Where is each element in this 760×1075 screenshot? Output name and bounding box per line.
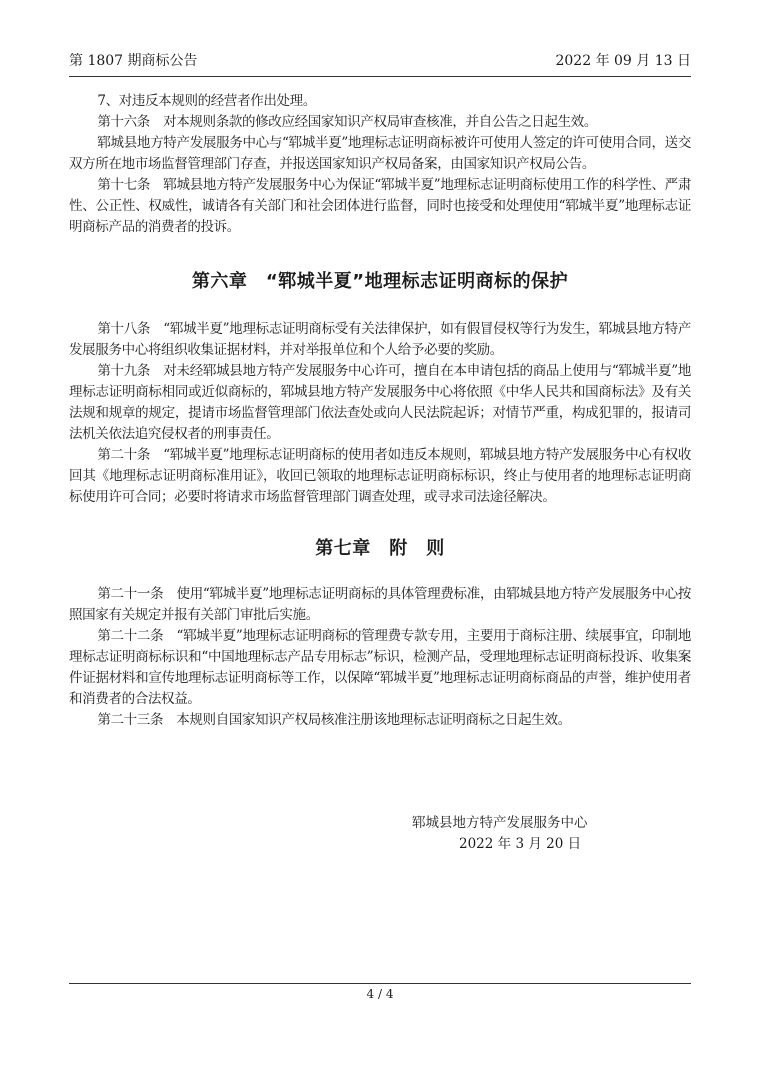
paragraph: 第十七条 郓城县地方特产发展服务中心为保证“郓城半夏”地理标志证明商标使用工作的科学性、严肃性、公正性、权威性，诚请各有关部门和社会团体进行监督，同时也接受和处理使用“郓城半夏”地理标志证明商标产品的消费者的投诉。 bbox=[69, 177, 691, 235]
page-number: 4 / 4 bbox=[366, 987, 394, 1001]
issue-number: 第 1807 期商标公告 bbox=[69, 53, 198, 69]
signing-date: 2022 年 3 月 20 日 bbox=[459, 836, 582, 852]
publication-date: 2022 年 09 月 13 日 bbox=[555, 53, 691, 69]
paragraph: 第二十条 “郓城半夏”地理标志证明商标的使用者如违反本规则，郓城县地方特产发展服务中心有权收回其《地理标志证明商标准用证》，收回已领取的地理标志证明商标标识，终止与使用者的地理标志证明商标使用许可合同；必要时将请求市场监督管理部门调查处理，或寻求司法途径解决。 bbox=[69, 447, 691, 505]
section-articles-18-20 bbox=[69, 319, 691, 508]
paragraph: 第十九条 对未经郓城县地方特产发展服务中心许可，擅自在本申请包括的商品上使用与“郓城半夏”地理标志证明商标相同或近似商标的，郓城县地方特产发展服务中心将依照《中华人民共和国商标法》及有关法规和规章的规定，提请市场监督管理部门依法查处或向人民法院起诉；对情节严重，构成犯罪的，报请司法机关依法追究侵权者的刑事责任。 bbox=[69, 363, 691, 442]
paragraph: 7、对违反本规则的经营者作出处理。 bbox=[97, 93, 316, 109]
signing-organization: 郓城县地方特产发展服务中心 bbox=[412, 815, 588, 831]
paragraph: 第二十一条 使用“郓城半夏”地理标志证明商标的具体管理费标准，由郓城县地方特产发展服务中心按照国家有关规定并报有关部门审批后实施。 bbox=[69, 586, 691, 623]
footer-divider bbox=[69, 983, 691, 984]
section-articles-16-17 bbox=[69, 91, 691, 238]
chapter-7-title: 第七章 附 则 bbox=[315, 538, 445, 559]
page-header bbox=[69, 52, 691, 70]
paragraph: 第十六条 对本规则条款的修改应经国家知识产权局审查核准，并自公告之日起生效。 bbox=[97, 114, 598, 130]
paragraph: 第二十三条 本规则自国家知识产权局核准注册该地理标志证明商标之日起生效。 bbox=[97, 712, 571, 728]
section-articles-21-23 bbox=[69, 584, 691, 731]
chapter-6-title: 第六章 “郓城半夏”地理标志证明商标的保护 bbox=[191, 271, 569, 292]
paragraph: 第二十二条 “郓城半夏”地理标志证明商标的管理费专款专用，主要用于商标注册、续展事宜，印制地理标志证明商标标识和“中国地理标志产品专用标志”标识，检测产品，受理地理标志证明商标投诉、收集案件证据材料和宣传地理标志证明商标等工作，以保障“郓城半夏”地理标志证明商标商品的声誉，维护使用者和消费者的合法权益。 bbox=[69, 628, 691, 707]
header-divider bbox=[69, 76, 691, 77]
paragraph: 郓城县地方特产发展服务中心与“郓城半夏”地理标志证明商标被许可使用人签定的许可使用合同，送交双方所在地市场监督管理部门存查，并报送国家知识产权局备案，由国家知识产权局公告。 bbox=[69, 135, 691, 172]
paragraph: 第十八条 “郓城半夏”地理标志证明商标受有关法律保护，如有假冒侵权等行为发生，郓城县地方特产发展服务中心将组织收集证据材料，并对举报单位和个人给予必要的奖励。 bbox=[69, 321, 691, 358]
signature-block bbox=[412, 813, 652, 855]
